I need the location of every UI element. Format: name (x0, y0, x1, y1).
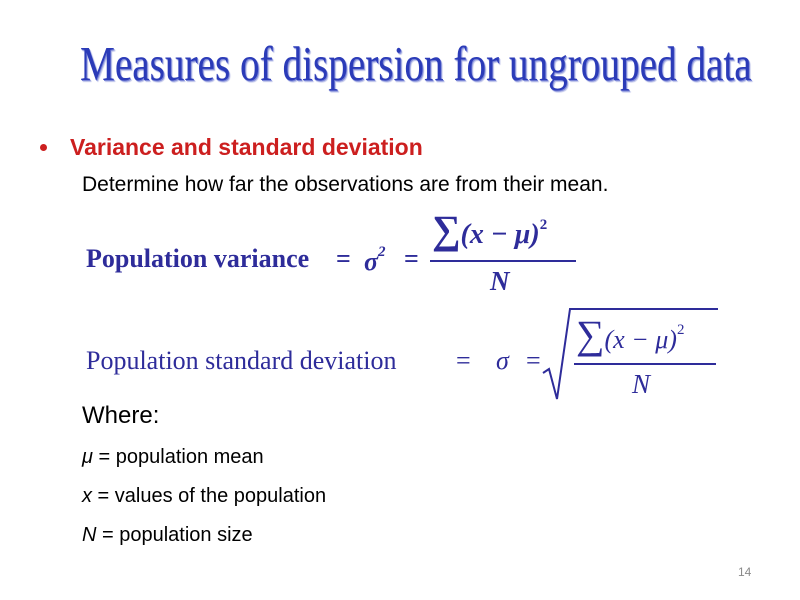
bullet-heading: Variance and standard deviation (70, 133, 423, 160)
variance-formula (86, 207, 586, 300)
definition-symbol: x (82, 485, 92, 507)
definition-text: = population mean (92, 446, 264, 468)
stddev-formula (86, 305, 736, 405)
definition-item (82, 446, 264, 469)
variance-numerator: $\sum(x - \mu)^2$ (432, 207, 548, 252)
definition-symbol: μ (82, 446, 93, 468)
definition-item (82, 524, 253, 547)
variance-sigma-exponent: 2 (378, 244, 386, 260)
stddev-sigma-symbol: σ (496, 346, 509, 375)
stddev-equals-sign-2: = (526, 346, 541, 375)
variance-fraction-bar (430, 260, 576, 262)
stddev-formula-label: Population standard deviation (86, 346, 397, 375)
stddev-fraction-bar (574, 363, 716, 365)
summation-icon: ∑ (576, 312, 605, 357)
variance-equals-sign-2: = (404, 244, 419, 273)
definition-item (82, 485, 326, 508)
definition-symbol: N (82, 524, 97, 546)
bullet-item (40, 131, 423, 163)
stddev-denominator: N (632, 369, 651, 399)
variance-sigma-symbol: $\sigma^2$ (364, 244, 386, 276)
stddev-numerator: $\sum(x - \mu)^2$ (576, 312, 685, 357)
definition-text: = population size (96, 524, 253, 546)
variance-formula-label: Population variance (86, 244, 310, 273)
bullet-icon (40, 144, 47, 151)
page-number: 14 (738, 565, 752, 579)
slide-title: Measures of dispersion for ungrouped data (80, 36, 752, 91)
where-label: Where: (82, 402, 160, 429)
stddev-equals-sign: = (456, 346, 471, 375)
variance-equals-sign: = (336, 244, 351, 273)
description-text: Determine how far the observations are from their mean. (82, 173, 609, 196)
variance-denominator: N (490, 266, 510, 296)
definition-text: = values of the population (92, 485, 327, 507)
summation-icon: ∑ (432, 207, 461, 252)
